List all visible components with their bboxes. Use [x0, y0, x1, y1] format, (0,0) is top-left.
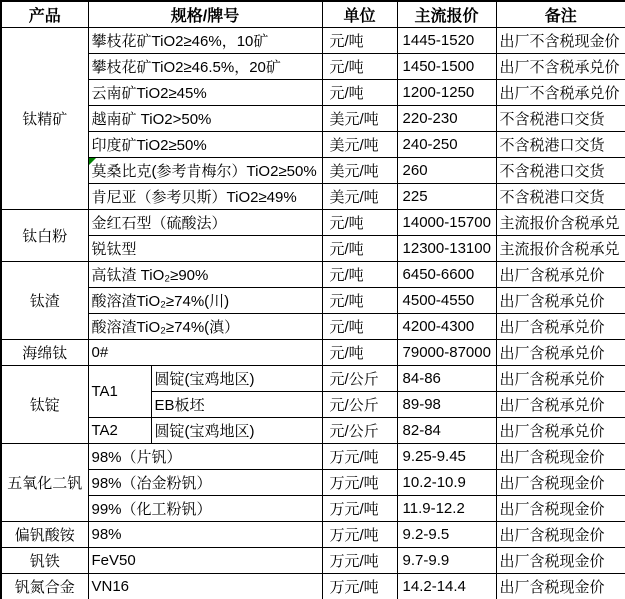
note-cell: 出厂含税现金价: [496, 444, 625, 470]
price-cell: 11.9-12.2: [397, 496, 496, 522]
note-cell: 出厂含税承兑价: [496, 340, 625, 366]
spec-cell: 金红石型（硫酸法）: [88, 210, 322, 236]
spec-cell: 酸溶渣TiO₂≥74%(川): [88, 288, 322, 314]
header-unit: 单位: [322, 1, 397, 28]
unit-cell: 万元/吨: [322, 444, 397, 470]
price-cell: 14.2-14.4: [397, 574, 496, 599]
note-cell: 出厂含税承兑价: [496, 392, 625, 418]
spec-cell-with-comment: [88, 158, 322, 184]
unit-cell: 美元/吨: [322, 132, 397, 158]
price-cell: 9.2-9.5: [397, 522, 496, 548]
unit-cell: 美元/吨: [322, 106, 397, 132]
price-cell: 1445-1520: [397, 28, 496, 54]
spec-cell: 0#: [88, 340, 322, 366]
price-cell: 82-84: [397, 418, 496, 444]
note-cell: 出厂含税承兑价: [496, 262, 625, 288]
note-cell: 不含税港口交货: [496, 132, 625, 158]
spec-cell: 98%（冶金粉钒）: [88, 470, 322, 496]
price-cell: 260: [397, 158, 496, 184]
spec-cell: 99%（化工粉钒）: [88, 496, 322, 522]
price-cell: 79000-87000: [397, 340, 496, 366]
product-cell-ti-dioxide: 钛白粉: [1, 210, 88, 262]
product-cell-ti-concentrate: 钛精矿: [1, 28, 88, 210]
table-row: [1, 132, 625, 158]
price-cell: 225: [397, 184, 496, 210]
note-cell: 出厂不含税承兑价: [496, 54, 625, 80]
table-row: [1, 80, 625, 106]
product-cell-ti-ingot: 钛锭: [1, 366, 88, 444]
spec-cell: 圆锭(宝鸡地区): [151, 418, 322, 444]
spec-cell: 98%（片钒）: [88, 444, 322, 470]
unit-cell: 元/吨: [322, 262, 397, 288]
note-cell: 不含税港口交货: [496, 184, 625, 210]
table-row: [1, 470, 625, 496]
price-cell: 84-86: [397, 366, 496, 392]
note-cell: 出厂含税现金价: [496, 522, 625, 548]
note-cell: 出厂不含税承兑价: [496, 80, 625, 106]
price-cell: 220-230: [397, 106, 496, 132]
unit-cell: 美元/吨: [322, 184, 397, 210]
spec-cell: FeV50: [88, 548, 322, 574]
spec-cell: 锐钛型: [88, 236, 322, 262]
unit-cell: 元/公斤: [322, 392, 397, 418]
header-product: 产品: [1, 1, 88, 28]
product-cell-vanadium-nitrogen-alloy: 钒氮合金: [1, 574, 88, 599]
spec-cell: 云南矿TiO2≥45%: [88, 80, 322, 106]
note-cell: 主流报价含税承兑: [496, 236, 625, 262]
note-cell: 不含税港口交货: [496, 106, 625, 132]
note-cell: 出厂含税承兑价: [496, 314, 625, 340]
unit-cell: 万元/吨: [322, 574, 397, 599]
table-row: [1, 210, 625, 236]
price-cell: 1450-1500: [397, 54, 496, 80]
price-cell: 6450-6600: [397, 262, 496, 288]
unit-cell: 元/公斤: [322, 418, 397, 444]
price-cell: 10.2-10.9: [397, 470, 496, 496]
price-cell: 9.7-9.9: [397, 548, 496, 574]
price-cell: 1200-1250: [397, 80, 496, 106]
product-cell-v2o5: 五氧化二钒: [1, 444, 88, 522]
unit-cell: 万元/吨: [322, 548, 397, 574]
spec-cell: EB板坯: [151, 392, 322, 418]
table-row: [1, 28, 625, 54]
note-cell: 出厂含税承兑价: [496, 288, 625, 314]
unit-cell: 元/公斤: [322, 366, 397, 392]
table-row: [1, 548, 625, 574]
spec-cell: 攀枝花矿TiO2≥46%，10矿: [88, 28, 322, 54]
unit-cell: 万元/吨: [322, 522, 397, 548]
spec-cell: 酸溶渣TiO₂≥74%(滇）: [88, 314, 322, 340]
table-row: [1, 496, 625, 522]
table-row: [1, 54, 625, 80]
table-row: [1, 262, 625, 288]
unit-cell: 元/吨: [322, 28, 397, 54]
note-cell: 出厂不含税现金价: [496, 28, 625, 54]
unit-cell: 元/吨: [322, 80, 397, 106]
table-row: [1, 106, 625, 132]
table-row: [1, 444, 625, 470]
header-price: 主流报价: [397, 1, 496, 28]
table-row: [1, 288, 625, 314]
table-row: [1, 184, 625, 210]
price-cell: 9.25-9.45: [397, 444, 496, 470]
spec-cell: 越南矿 TiO2>50%: [88, 106, 322, 132]
price-cell: 12300-13100: [397, 236, 496, 262]
product-cell-ti-sponge: 海绵钛: [1, 340, 88, 366]
unit-cell: 元/吨: [322, 340, 397, 366]
note-cell: 出厂含税承兑价: [496, 418, 625, 444]
unit-cell: 万元/吨: [322, 496, 397, 522]
spec-cell: 攀枝花矿TiO2≥46.5%，20矿: [88, 54, 322, 80]
unit-cell: 元/吨: [322, 288, 397, 314]
grade-cell: TA1: [88, 366, 151, 418]
table-row: [1, 236, 625, 262]
table-row: [1, 418, 625, 444]
product-cell-ammonium-metavanadate: 偏钒酸铵: [1, 522, 88, 548]
table-row: [1, 366, 625, 392]
price-cell: 240-250: [397, 132, 496, 158]
spec-cell: VN16: [88, 574, 322, 599]
spec-text: 莫桑比克(参考肯梅尔）TiO2≥50%: [91, 163, 317, 180]
header-row: [1, 1, 625, 28]
product-cell-ti-slag: 钛渣: [1, 262, 88, 340]
header-spec: 规格/牌号: [88, 1, 322, 28]
unit-cell: 元/吨: [322, 54, 397, 80]
note-cell: 出厂含税现金价: [496, 574, 625, 599]
price-cell: 89-98: [397, 392, 496, 418]
spec-cell: 印度矿TiO2≥50%: [88, 132, 322, 158]
grade-cell: TA2: [88, 418, 151, 444]
spec-cell: 98%: [88, 522, 322, 548]
table-row: [1, 314, 625, 340]
unit-cell: 元/吨: [322, 210, 397, 236]
table-row: [1, 574, 625, 599]
price-cell: 4500-4550: [397, 288, 496, 314]
note-cell: 主流报价含税承兑: [496, 210, 625, 236]
unit-cell: 美元/吨: [322, 158, 397, 184]
note-cell: 不含税港口交货: [496, 158, 625, 184]
price-cell: 4200-4300: [397, 314, 496, 340]
spec-cell: 高钛渣 TiO₂≥90%: [88, 262, 322, 288]
cell-comment-marker-icon: [89, 158, 96, 165]
unit-cell: 元/吨: [322, 314, 397, 340]
price-cell: 14000-15700: [397, 210, 496, 236]
table-row: [1, 158, 625, 184]
table-row: [1, 522, 625, 548]
spec-cell: 圆锭(宝鸡地区): [151, 366, 322, 392]
spec-cell: 肯尼亚（参考贝斯）TiO2≥49%: [88, 184, 322, 210]
table-row: [1, 340, 625, 366]
header-note: 备注: [496, 1, 625, 28]
note-cell: 出厂含税承兑价: [496, 366, 625, 392]
product-cell-ferrovanadium: 钒铁: [1, 548, 88, 574]
note-cell: 出厂含税现金价: [496, 470, 625, 496]
note-cell: 出厂含税现金价: [496, 496, 625, 522]
note-cell: 出厂含税现金价: [496, 548, 625, 574]
unit-cell: 元/吨: [322, 236, 397, 262]
unit-cell: 万元/吨: [322, 470, 397, 496]
